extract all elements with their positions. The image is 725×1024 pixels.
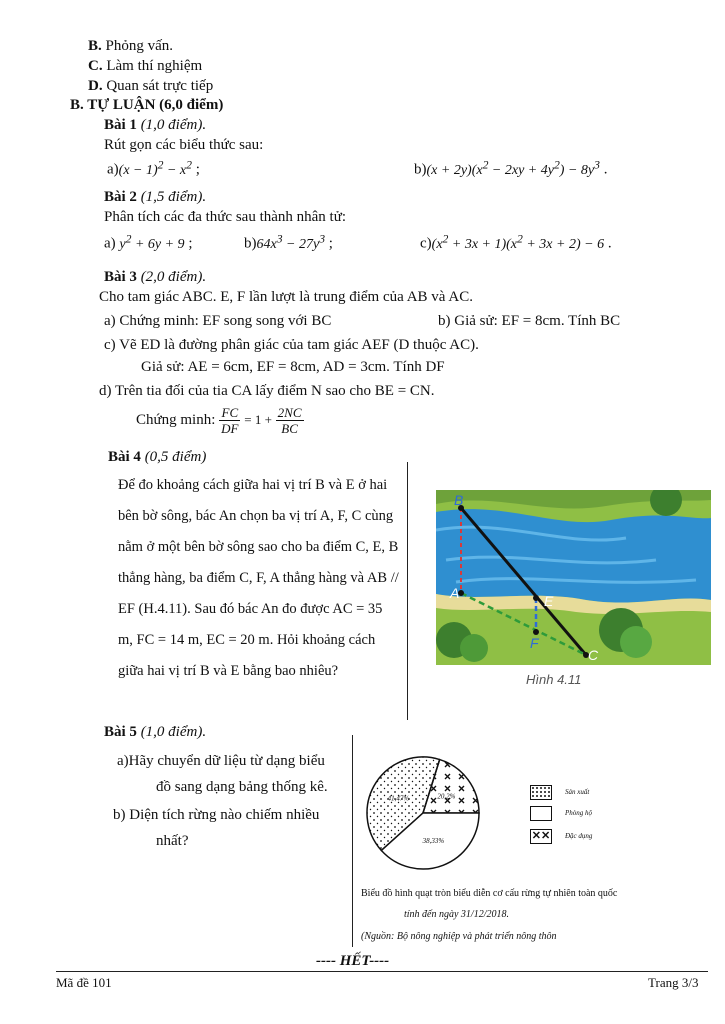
bai2-instruction: Phân tích các đa thức sau thành nhân tử: (104, 209, 347, 225)
bush-right-2 (620, 626, 652, 658)
footer-exam-code: Mã đề 101 (56, 975, 112, 990)
bai2-part-c: $c)(x^2 + 3x + 1)(x^2 + 3x + 2) - 6$ . (420, 232, 612, 252)
bai2-expr-c: $(x^2 + 3x + 1)(x^2 + 3x + 2) - 6$ (431, 232, 605, 252)
pie-label-2: 38,33% (422, 837, 445, 846)
bai1-part-a: $a)(x - 1)^2 - x^2$ ; (107, 158, 200, 178)
fraction-2nc-bc: $\frac{2NC}{BC}$ (277, 405, 302, 436)
bai2-heading: Bài 2 (1,5 điểm). (104, 189, 207, 205)
river-figure (436, 490, 711, 665)
chart-caption-line2: tính đến ngày 31/12/2018. (404, 909, 509, 920)
pie-chart (358, 748, 488, 878)
bai4-divider (407, 462, 408, 720)
bai3-part-d: d) Trên tia đối của tia CA lấy điểm N sao cho BE = CN. (99, 383, 435, 399)
legend-label-phong-ho: Phòng hộ (565, 809, 593, 817)
label-a: A (450, 585, 460, 601)
point-e (533, 595, 539, 601)
bai5-part-a-line2: đồ sang dạng bảng thống kê. (156, 779, 328, 795)
legend-swatch-phong-ho (530, 806, 552, 821)
label-b: B (454, 492, 464, 508)
chart-caption-line1: Biểu đồ hình quạt tròn biểu diễn cơ cấu rừng tự nhiên toàn quốc (361, 888, 618, 899)
bai3-part-a: a) Chứng minh: EF song song với BC (104, 313, 332, 329)
pie-label-1: 20,2% (437, 792, 456, 801)
bai3-part-d-proof: Chứng minh: $\frac{FC}{DF}$ = 1 + $\frac{2NC}{BC}$ (136, 405, 302, 436)
pie-label-0: 41,47% (387, 794, 410, 803)
legend-label-dac-dung: Đặc dụng (565, 832, 593, 840)
section-heading: B. TỰ LUẬN (6,0 điểm) (70, 97, 224, 113)
mc-option-c: C. Làm thí nghiệm (88, 58, 203, 74)
bai2-expr-b: $64x^3 - 27y^3$ (256, 232, 326, 252)
figure-caption: Hình 4.11 (526, 672, 582, 687)
bai1-instruction: Rút gọn các biểu thức sau: (104, 137, 264, 153)
end-marker: ---- HẾT---- (316, 953, 390, 969)
bai4-heading: Bài 4 (0,5 điểm) (108, 449, 207, 465)
bai4-problem-text: Để đo khoảng cách giữa hai vị trí B và E ở hai bên bờ sông, bác An chọn ba vị trí A, F, C cùng nằm ở một bên bờ sông sao cho ba điểm C, E, B thẳng hàng, ba điểm C, F, A thẳng hàng và AB // EF (H.4.11). Sau đó bác An đo được AC = 35 m, FC = 14 m, EC = 20 m. Hỏi khoảng cách giữa hai vị trí B và E bằng bao nhiêu? (118, 477, 399, 679)
bai2-expr-a: $y^2 + 6y + 9$ (119, 232, 185, 252)
bai3-part-c-given: Giả sử: AE = 6cm, EF = 8cm, AD = 3cm. Tính DF (141, 359, 445, 375)
legend-label-san-xuat: Sản xuất (565, 788, 590, 796)
legend-swatch-dac-dung: ✕✕ (531, 830, 551, 842)
bai1-expr-b: $(x + 2y)(x^2 - 2xy + 4y^2) - 8y^3$ (426, 158, 600, 178)
bai5-heading: Bài 5 (1,0 điểm). (104, 724, 207, 740)
bai3-heading: Bài 3 (2,0 điểm). (104, 269, 207, 285)
label-c: C (588, 647, 599, 663)
bai5-part-a-line1: a)Hãy chuyển dữ liệu từ dạng biểu (117, 753, 325, 769)
bai5-part-b-line2: nhất? (156, 833, 189, 849)
footer-rule (56, 971, 708, 972)
bai1-expr-a: $(x - 1)^2 - x^2$ (118, 158, 192, 178)
bai1-part-b: $b)(x + 2y)(x^2 - 2xy + 4y^2) - 8y^3$ . (414, 158, 608, 178)
chart-caption-source: (Nguồn: Bộ nông nghiệp và phát triển nông thôn (361, 931, 557, 942)
bai3-intro: Cho tam giác ABC. E, F lần lượt là trung điểm của AB và AC. (99, 289, 473, 305)
label-f: F (530, 635, 539, 651)
bai3-part-b: b) Giả sử: EF = 8cm. Tính BC (438, 313, 621, 329)
mc-option-b: B. Phỏng vấn. (88, 38, 174, 54)
label-e: E (544, 593, 554, 609)
bai2-part-b: $b)64x^3 - 27y^3$ ; (244, 232, 333, 252)
mc-option-d: D. Quan sát trực tiếp (88, 78, 214, 94)
fraction-fc-df: $\frac{FC}{DF}$ (221, 405, 239, 436)
bai5-part-b-line1: b) Diện tích rừng nào chiếm nhiều (113, 807, 320, 823)
bai5-divider (352, 735, 353, 947)
bai2-part-a: a) $y^2 + 6y + 9$ ; (104, 232, 193, 252)
bai3-part-c: c) Vẽ ED là đường phân giác của tam giác AEF (D thuộc AC). (104, 337, 479, 353)
bush-left-2 (460, 634, 488, 662)
bai1-heading: Bài 1 (1,0 điểm). (104, 117, 207, 133)
footer-page-number: Trang 3/3 (648, 975, 699, 990)
pie-slices (367, 757, 479, 869)
legend-swatch-san-xuat (530, 785, 552, 800)
